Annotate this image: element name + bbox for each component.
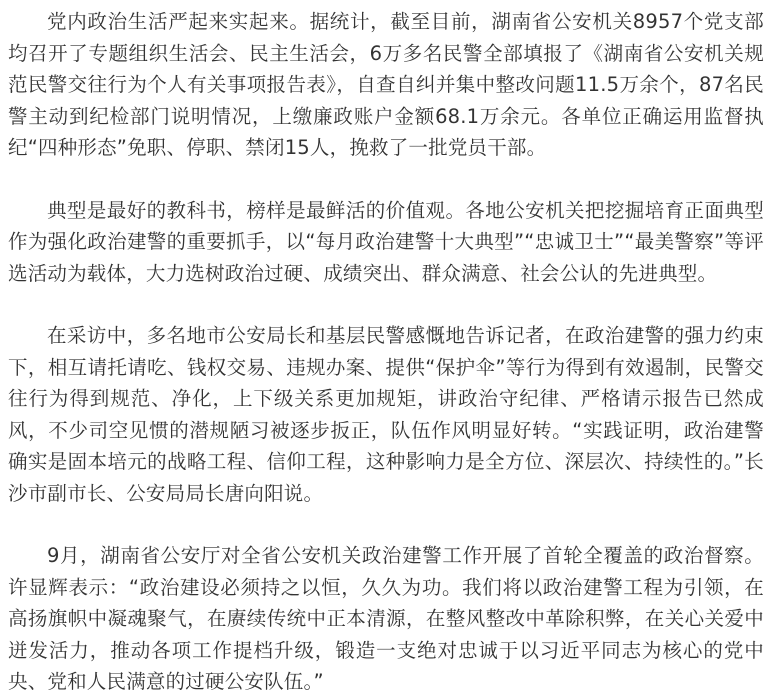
paragraph-party-life: 党内政治生活严起来实起来。据统计，截至目前，湖南省公安机关8957个党支部均召开了专题组织生活会、民主生活会，6万多名民警全部填报了《湖南省公安机关规范民警交往行为个人有关事项报告表》，自查自纠并集中整改问题11.5万余个，87名民警主动到纪检部门说明情况，上缴廉政账户金额68.1万余元。各单位正确运用监督执纪“四种形态”免职、停职、禁闭15人，挽救了一批党员干部。	[8, 10, 764, 159]
paragraph-political-inspection: 9月，湖南省公安厅对全省公安机关政治建警工作开展了首轮全覆盖的政治督察。许显辉表示：“政治建设必须持之以恒，久久为功。我们将以政治建警工程为引领，在高扬旗帜中凝魂聚气，在赓续传统中正本清源，在整风整改中革除积弊，在关心关爱中迸发活力，推动各项工作提档升级，锻造一支绝对忠诚于以习近平同志为核心的党中央、党和人民满意的过硬公安队伍。”	[8, 544, 764, 693]
paragraph-role-models: 典型是最好的教科书，榜样是最鲜活的价值观。各地公安机关把挖掘培育正面典型作为强化政治建警的重要抓手，以“每月政治建警十大典型”“忠诚卫士”“最美警察”等评选活动为载体，大力选树政治过硬、成绩突出、群众满意、社会公认的先进典型。	[8, 198, 764, 285]
paragraph-spacer	[8, 164, 764, 195]
paragraph-spacer	[8, 289, 764, 320]
paragraph-spacer	[8, 509, 764, 540]
paragraph-interview: 在采访中，多名地市公安局长和基层民警感慨地告诉记者，在政治建警的强力约束下，相互请托请吃、钱权交易、违规办案、提供“保护伞”等行为得到有效遏制，民警交往行为得到规范、净化，上下级关系更加规矩，讲政治守纪律、严格请示报告已然成风，不少司空见惯的潜规陋习被逐步扳正，队伍作风明显好转。“实践证明，政治建警确实是固本培元的战略工程、信仰工程，这种影响力是全方位、深层次、持续性的。”长沙市副市长、公安局局长唐向阳说。	[8, 324, 764, 505]
